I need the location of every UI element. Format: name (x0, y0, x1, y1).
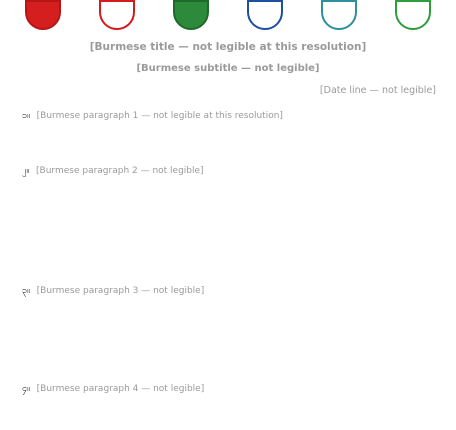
paragraph-number: ၁။ (22, 111, 30, 121)
paragraph-3 (22, 285, 434, 298)
paragraph-text: [Burmese paragraph 3 — not legible] (36, 286, 205, 296)
statement-date: [Date line — not legible] (319, 85, 436, 96)
seal-red-icon (25, 0, 61, 30)
statement-title: [Burmese title — not legible at this resolution] (89, 41, 367, 53)
paragraph-text: [Burmese paragraph 1 — not legible at this resolution] (36, 111, 283, 121)
seal-white-blue-icon (247, 0, 283, 30)
paragraph-2 (22, 165, 434, 178)
paragraph-text: [Burmese paragraph 4 — not legible] (36, 384, 205, 394)
paragraph-text: [Burmese paragraph 2 — not legible] (36, 166, 204, 176)
paragraph-number: ၃။ (22, 286, 30, 296)
seal-white-green-icon (395, 0, 431, 30)
paragraph-number: ၂။ (22, 166, 30, 176)
seal-white-red-icon (99, 0, 135, 30)
paragraph-number: ၄။ (22, 384, 30, 394)
paragraph-4 (22, 383, 434, 396)
statement-subtitle: [Burmese subtitle — not legible] (136, 63, 320, 74)
seal-white-teal-icon (321, 0, 357, 30)
seal-green-icon (173, 0, 209, 30)
logo-row (0, 0, 456, 34)
paragraph-1 (22, 110, 434, 123)
